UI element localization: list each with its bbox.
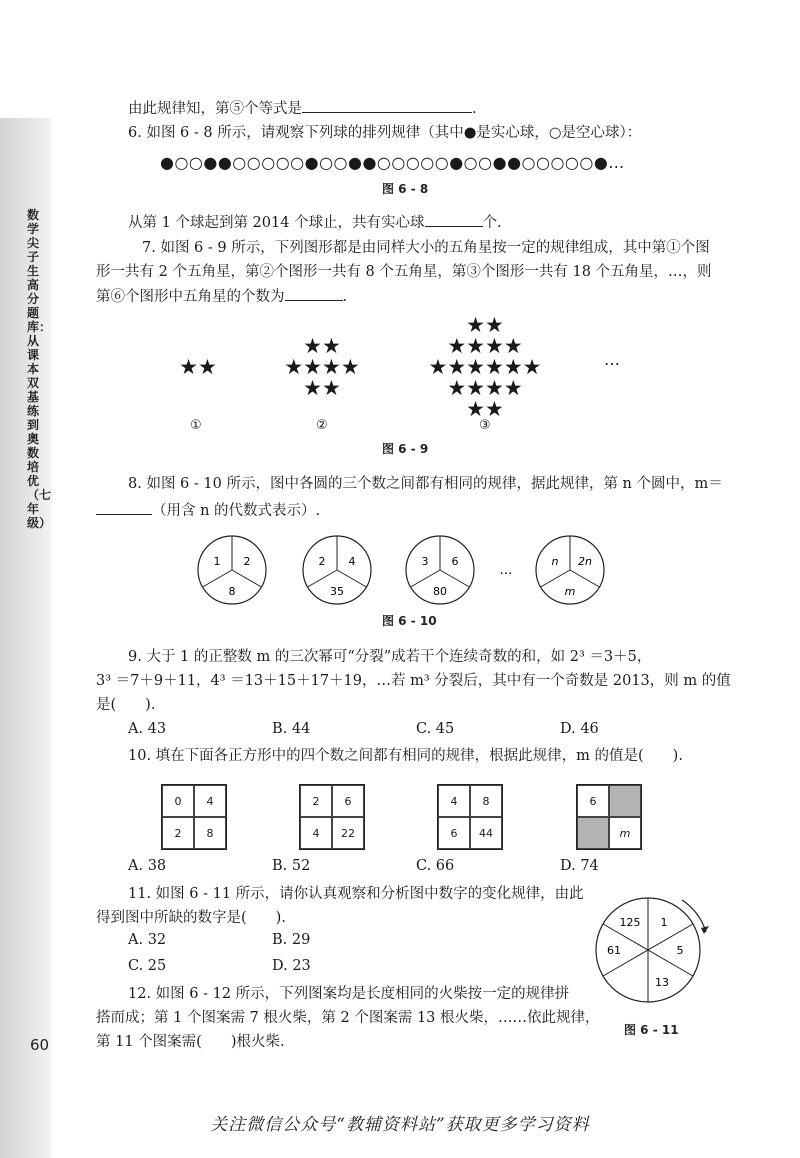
circle-n-left: n xyxy=(551,555,559,568)
circle-n-bottom: m xyxy=(564,585,576,598)
question-6-prompt: 从第 1 个球起到第 2014 个球止，共有实心球 个. xyxy=(128,212,502,233)
q9-option-b[interactable]: B. 44 xyxy=(272,721,311,737)
square-4 xyxy=(576,784,642,850)
star-row: ★★ xyxy=(179,355,217,379)
square-cell: 44 xyxy=(470,817,502,849)
star-row: ★★ xyxy=(466,397,504,421)
circle-2-bottom: 35 xyxy=(330,585,344,598)
circle-2-left: 2 xyxy=(318,555,326,568)
question-11-line-2: 得到图中所缺的数字是( ). xyxy=(96,910,286,926)
circle-3 xyxy=(406,536,474,604)
square-cell-shaded xyxy=(577,817,609,849)
star-row: ★★★★★★ xyxy=(428,355,542,379)
star-figure-1 xyxy=(168,357,228,378)
question-7-line-3: 第⑥个图形中五角星的个数为 . xyxy=(96,286,347,307)
star-row: ★★★★ xyxy=(284,355,360,379)
footer-promo-text: 关注微信公众号“教辅资料站”获取更多学习资料 xyxy=(210,1115,590,1135)
ball-sequence: ●○○●●○○○○○●○○●●○○○○○●○○●●○○○○○●… xyxy=(160,153,625,172)
circle-n-right: 2n xyxy=(578,555,592,568)
question-6: 6. 如图 6 - 8 所示，请观察下列球的排列规律（其中●是实心球，○是空心球）： xyxy=(128,125,642,141)
question-10: 10. 填在下面各正方形中的四个数之间都有相同的规律，根据此规律，m 的值是( ). xyxy=(128,748,683,764)
question-7-line-1: 7. 如图 6 - 9 所示，下列图形都是由同样大小的五角星按一定的规律组成，其中第①个图 xyxy=(142,240,710,256)
q10-option-b[interactable]: B. 52 xyxy=(272,858,311,874)
q10-option-d[interactable]: D. 74 xyxy=(560,858,599,874)
star-ellipsis: … xyxy=(604,350,620,369)
question-8-line-1: 8. 如图 6 - 10 所示，图中各圆的三个数之间都有相同的规律，据此规律，第 n 个圆中，m＝ xyxy=(128,476,723,492)
prev-question-tail: 由此规律知，第⑤个等式是 . xyxy=(128,98,477,119)
circle-3-bottom: 80 xyxy=(433,585,447,598)
answer-blank xyxy=(302,98,472,113)
circle-ellipsis: … xyxy=(499,563,513,578)
square-1 xyxy=(161,784,227,850)
question-12-line-1: 12. 如图 6 - 12 所示，下列图案均是长度相同的火柴按一定的规律拼 xyxy=(128,986,570,1002)
question-12-line-3: 第 11 个图案需( )根火柴. xyxy=(96,1034,285,1050)
square-2 xyxy=(299,784,365,850)
answer-blank xyxy=(425,212,483,227)
question-12-line-2: 搭而成；第 1 个图案需 7 根火柴，第 2 个图案需 13 根火柴，……依此规律， xyxy=(96,1010,600,1026)
square-cell: 2 xyxy=(162,817,194,849)
q11-option-c[interactable]: C. 25 xyxy=(128,958,167,974)
wheel-value: 125 xyxy=(619,916,641,929)
figure-6-11-caption: 图 6 - 11 xyxy=(624,1023,679,1037)
square-3 xyxy=(437,784,503,850)
circle-3-left: 3 xyxy=(421,555,429,568)
figure-label-3: ③ xyxy=(479,418,491,433)
square-cell: 22 xyxy=(332,817,364,849)
star-figure-3 xyxy=(420,315,550,420)
square-cell: 6 xyxy=(577,785,609,817)
star-row: ★★★★ xyxy=(447,376,523,400)
wheel-value: 13 xyxy=(655,976,669,989)
arrow-head-icon xyxy=(701,926,709,934)
circle-2-right: 4 xyxy=(348,555,356,568)
square-cell: 6 xyxy=(438,817,470,849)
figure-label-2: ② xyxy=(316,418,328,433)
q10-option-a[interactable]: A. 38 xyxy=(128,858,167,874)
q11-option-d[interactable]: D. 23 xyxy=(272,958,311,974)
circle-1-left: 1 xyxy=(213,555,221,568)
answer-blank xyxy=(96,500,152,515)
square-cell: m xyxy=(609,817,641,849)
circle-2 xyxy=(303,536,371,604)
answer-blank xyxy=(285,286,343,301)
figure-6-9-caption: 图 6 - 9 xyxy=(382,442,429,456)
star-row: ★★ xyxy=(303,334,341,358)
question-7-line-2: 形一共有 2 个五角星，第②个图形一共有 8 个五角星，第③个图形一共有 18 个五角星，…，则 xyxy=(96,264,712,280)
wheel-value: 61 xyxy=(607,944,621,957)
question-11-line-1: 11. 如图 6 - 11 所示，请你认真观察和分析图中数字的变化规律，由此 xyxy=(128,886,584,902)
q10-option-c[interactable]: C. 66 xyxy=(416,858,455,874)
q11-option-a[interactable]: A. 32 xyxy=(128,932,167,948)
page-number: 60 xyxy=(30,1036,50,1054)
square-cell: 6 xyxy=(332,785,364,817)
question-9-line-2: 3³ ＝7＋9＋11，4³ ＝13＋15＋17＋19，…若 m³ 分裂后，其中有一个奇数是 2013，则 m 的值 xyxy=(96,673,731,689)
circle-1 xyxy=(198,536,266,604)
circle-1-right: 2 xyxy=(243,555,251,568)
square-cell: 8 xyxy=(470,785,502,817)
square-cell: 4 xyxy=(194,785,226,817)
number-wheel xyxy=(586,888,710,1012)
wheel-value: 1 xyxy=(660,916,668,929)
circle-n xyxy=(536,536,604,604)
square-cell: 0 xyxy=(162,785,194,817)
q11-option-b[interactable]: B. 29 xyxy=(272,932,311,948)
question-9-line-1: 9. 大于 1 的正整数 m 的三次幂可“分裂”成若干个连续奇数的和，如 2³ ＝3＋5， xyxy=(128,649,652,665)
figure-label-1: ① xyxy=(190,418,202,433)
question-8-line-2: （用含 n 的代数式表示）. xyxy=(96,500,320,521)
circle-3-right: 6 xyxy=(451,555,459,568)
square-cell-shaded xyxy=(609,785,641,817)
square-cell: 8 xyxy=(194,817,226,849)
figure-6-8-caption: 图 6 - 8 xyxy=(382,182,429,196)
circle-1-bottom: 8 xyxy=(228,585,236,598)
wheel-value: 5 xyxy=(676,944,684,957)
q9-option-d[interactable]: D. 46 xyxy=(560,721,599,737)
square-cell: 4 xyxy=(300,817,332,849)
star-figure-2 xyxy=(282,336,362,399)
square-cell: 4 xyxy=(438,785,470,817)
figure-6-10-caption: 图 6 - 10 xyxy=(382,614,437,628)
book-title-vertical: 数学尖子生高分题库：从课本双基练到奥数培优（七年级） xyxy=(27,208,52,530)
q9-option-a[interactable]: A. 43 xyxy=(128,721,167,737)
star-row: ★★ xyxy=(466,313,504,337)
square-cell: 2 xyxy=(300,785,332,817)
star-row: ★★ xyxy=(303,376,341,400)
q9-option-c[interactable]: C. 45 xyxy=(416,721,455,737)
star-row: ★★★★ xyxy=(447,334,523,358)
circle-figures xyxy=(180,528,620,612)
question-9-line-3: 是( ). xyxy=(96,697,156,713)
